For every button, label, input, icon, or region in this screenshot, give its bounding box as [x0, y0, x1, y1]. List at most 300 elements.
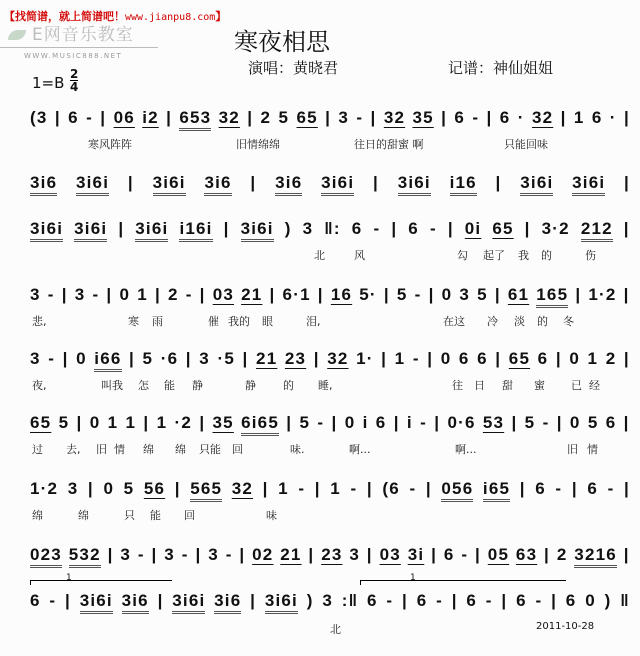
barline: | [76, 413, 83, 432]
lyric: 勾 [457, 249, 468, 262]
note-group: 1 [137, 285, 148, 304]
lyric: 回 [184, 509, 195, 522]
lyric: 情 [114, 443, 125, 456]
notation-line [30, 285, 630, 308]
barline: | [195, 545, 202, 564]
barline: | [571, 479, 578, 498]
barline: | [286, 413, 293, 432]
lyric: 悲, [32, 315, 47, 328]
note-group: 3i6 [30, 173, 57, 196]
banner-prefix: 【找简谱，就上简谱吧！ [4, 10, 125, 23]
note-group: 3 [302, 219, 314, 238]
lyric: 往日的甜蜜 啊 [354, 138, 424, 151]
note-group: 02 [252, 545, 274, 564]
note-group: ) [284, 219, 292, 238]
lyric: 只能 [199, 443, 221, 456]
note-group: 1·2 [588, 285, 617, 304]
logo-subtext: WWW.MUSIC888.NET [24, 52, 123, 60]
note-group: - [92, 285, 100, 304]
barline: | [372, 173, 379, 192]
barline: | [239, 545, 246, 564]
barline: | [560, 108, 567, 127]
note-group: - [607, 479, 615, 498]
barline: | [65, 591, 71, 610]
lyric: 的 [537, 315, 548, 328]
barline: | [151, 545, 158, 564]
note-group: 23 [284, 349, 307, 368]
notation-line [30, 545, 630, 568]
note-group: 3i6i [321, 173, 354, 196]
note-group: 0·6 [447, 413, 476, 432]
note-group: 3216 [574, 545, 617, 568]
barline: | [434, 413, 441, 432]
note-group: 3 [459, 285, 471, 304]
note-group: 1 [394, 349, 406, 368]
lyric: 过 [32, 443, 43, 456]
barline: | [106, 285, 113, 304]
barline: | [393, 413, 400, 432]
leaf-icon [8, 30, 26, 40]
note-group: 6 [499, 108, 511, 127]
note-group: 3 [208, 545, 219, 564]
barline: | [154, 285, 161, 304]
lyric: 啊... [455, 443, 477, 456]
note-group: 6 [408, 219, 419, 238]
note-group: 65 [30, 413, 52, 432]
note-group: 5 [587, 413, 599, 432]
lyric: 味 [266, 509, 277, 522]
note-group: - [429, 219, 437, 238]
note-group: 6 [375, 413, 387, 432]
lyric: 绵 [175, 443, 186, 456]
lyric: 北 [330, 623, 341, 636]
note-group: - [373, 219, 381, 238]
note-group: 3i6 [204, 173, 231, 196]
barline: | [62, 349, 69, 368]
lyric: 蜜 [534, 379, 545, 392]
note-group: 3i6i [80, 591, 113, 614]
note-group: 6 [516, 591, 527, 610]
singer-name: 黄晓君 [293, 59, 339, 77]
barline: | [242, 349, 249, 368]
barline: | [623, 479, 630, 498]
barline: | [199, 413, 206, 432]
volta-number: 1 [66, 573, 72, 583]
lyric: 只 [124, 509, 135, 522]
barline: | [269, 285, 276, 304]
note-group: · [517, 108, 525, 127]
note-group: 35 [412, 108, 434, 127]
barline: | [391, 219, 398, 238]
note-group: 32 [383, 108, 406, 127]
note-group: 5· [359, 285, 377, 304]
note-group: 0 [569, 349, 580, 368]
note-group: 165 [536, 285, 568, 308]
note-group: - [485, 591, 493, 610]
note-group: 3 [322, 591, 333, 610]
barline: | [366, 545, 373, 564]
note-group: 3 [30, 349, 41, 368]
note-group: 6 [458, 349, 470, 368]
lyric: 旧情绵绵 [236, 138, 280, 151]
lyric: 冬 [563, 315, 574, 328]
note-group: 2 [167, 285, 179, 304]
lyric: 绵 [143, 443, 154, 456]
note-group: 6i65 [241, 413, 279, 436]
note-group: 3 [164, 545, 175, 564]
note-group: - [47, 285, 55, 304]
note-group: - [356, 108, 364, 127]
note-group: - [350, 479, 358, 498]
lyric: 味. [290, 443, 305, 456]
note-group: 056 [441, 479, 473, 502]
note-group: 0i [464, 219, 482, 238]
logo-divider [0, 47, 158, 48]
lyric: 寒 [128, 315, 139, 328]
note-group: 03 [212, 285, 235, 304]
volta-bracket-1 [30, 573, 172, 583]
note-group: 5 [142, 349, 154, 368]
lyric: 我 [518, 249, 529, 262]
barline: | [331, 413, 338, 432]
note-group: 3i6i [153, 173, 186, 196]
note-group: 06 [113, 108, 135, 127]
note-group: 5 [396, 285, 408, 304]
barline: | [441, 108, 448, 127]
note-group: 32 [327, 349, 349, 368]
banner-suffix: 】 [215, 10, 227, 23]
barline: | [174, 479, 181, 498]
note-group: - [386, 591, 394, 610]
barline: | [107, 545, 114, 564]
note-group: 1·2 [30, 479, 59, 498]
lyric: 已 [571, 379, 582, 392]
song-title: 寒夜相思 [234, 28, 330, 56]
note-group: i [406, 413, 413, 432]
note-group: 565 [190, 479, 222, 502]
note-group: (3 [30, 108, 48, 127]
note-group: - [414, 285, 422, 304]
note-group: - [472, 108, 480, 127]
barline: | [250, 591, 257, 610]
lyric: 淡 [514, 315, 525, 328]
note-group: - [542, 413, 550, 432]
singer-label: 演唱： [248, 59, 294, 77]
barline: | [519, 479, 526, 498]
note-group: 0 [76, 349, 87, 368]
note-group: 23 [321, 545, 343, 564]
note-group: - [181, 545, 189, 564]
barline: | [475, 545, 481, 564]
note-group: 1 [125, 413, 137, 432]
note-group: - [49, 591, 57, 610]
lyric: 静 [192, 379, 203, 392]
note-group: 6 [30, 591, 41, 610]
lyric: 静 [245, 379, 256, 392]
note-group: 3 [67, 479, 79, 498]
barline: | [495, 173, 502, 192]
note-group: 32 [231, 479, 254, 498]
barline: | [166, 108, 173, 127]
lyric: 回 [232, 443, 243, 456]
note-group: 21 [280, 545, 302, 564]
lyric: 起了 [483, 249, 505, 262]
note-group: - [436, 591, 443, 610]
note-group: 53 [482, 413, 505, 432]
logo-text: E网音乐教室 [32, 25, 134, 45]
note-group: 0 [344, 413, 356, 432]
note-group: i [362, 413, 369, 432]
note-group: 3 [349, 545, 360, 564]
note-group: 3i6i [172, 591, 205, 614]
note-group: ·2 [174, 413, 193, 432]
barline: | [381, 349, 388, 368]
notation-line [30, 173, 630, 196]
note-group: ) [306, 591, 314, 610]
note-group: 6 [416, 591, 428, 610]
note-group: - [225, 545, 233, 564]
recorder-credit [448, 57, 553, 78]
barline: | [325, 108, 332, 127]
notation-line [30, 413, 630, 436]
note-group: 3i6i [76, 173, 109, 196]
barline: | [624, 173, 630, 192]
note-group: ·5 [217, 349, 236, 368]
barline: | [143, 413, 150, 432]
notation-line [30, 591, 630, 614]
note-group: 05 [487, 545, 510, 564]
note-group: 023 [30, 545, 62, 568]
barline: | [247, 108, 254, 127]
barline: | [223, 219, 230, 238]
barline: | [623, 413, 630, 432]
note-group: i65 [483, 479, 510, 502]
barline: | [623, 285, 630, 304]
note-group: i16i [179, 219, 212, 242]
note-group: 6 [68, 108, 79, 127]
note-group: i66 [94, 349, 121, 372]
note-group: 1 [573, 108, 585, 127]
key-signature: 1=B [32, 74, 65, 92]
note-group: - [298, 479, 306, 498]
lyric: 经 [589, 379, 600, 392]
barline: | [431, 545, 438, 564]
note-group: 65 [296, 108, 318, 127]
note-group: 6 [587, 479, 599, 498]
note-group: - [185, 285, 193, 304]
note-group: 65 [492, 219, 514, 238]
lyric: 夜, [32, 379, 47, 392]
note-group: 0 [119, 285, 131, 304]
barline: | [401, 591, 408, 610]
barline: | [314, 479, 321, 498]
barline: | [100, 108, 107, 127]
note-group: 653 [179, 108, 211, 131]
barline: | [495, 349, 502, 368]
barline: :‖ [341, 591, 359, 610]
barline: | [555, 349, 562, 368]
barline: | [366, 479, 373, 498]
note-group: - [535, 591, 543, 610]
note-group: 1· [356, 349, 374, 368]
notation-line [30, 219, 630, 242]
barline: | [317, 285, 324, 304]
note-group: 1 [156, 413, 168, 432]
lyric: 北 [314, 249, 325, 262]
barline: | [157, 591, 164, 610]
lyric: 在这 [443, 315, 465, 328]
note-group: 6 [535, 479, 546, 498]
note-group: 32 [218, 108, 240, 127]
barline: | [87, 479, 94, 498]
lyric: 绵 [32, 509, 43, 522]
barline: | [511, 413, 518, 432]
lyric: 旧 [567, 443, 578, 456]
note-group: 3i6 [275, 173, 302, 196]
note-group: 65 [508, 349, 531, 368]
note-group: - [48, 349, 56, 368]
barline: | [129, 349, 136, 368]
lyric: 往 [452, 379, 463, 392]
barline: | [383, 285, 390, 304]
note-group: - [420, 413, 427, 432]
site-logo [8, 20, 134, 45]
lyric: 睡, [318, 379, 333, 392]
lyric: 甜 [502, 379, 513, 392]
note-group: 1 [107, 413, 119, 432]
barline: | [308, 545, 315, 564]
note-group: 532 [69, 545, 101, 568]
lyric: 泪, [306, 315, 321, 328]
barline: | [623, 545, 630, 564]
barline: | [127, 173, 134, 192]
note-group: 0 [440, 349, 452, 368]
lyric: 怎 [138, 379, 149, 392]
note-group: - [317, 413, 325, 432]
note-group: - [86, 108, 93, 127]
note-group: 3i6 [122, 591, 149, 614]
note-group: - [137, 545, 145, 564]
note-group: 5 [58, 413, 70, 432]
note-group: 6 [591, 108, 603, 127]
barline: | [199, 285, 206, 304]
banner-url[interactable]: www.jianpu8.com [125, 12, 216, 23]
barline: | [262, 479, 269, 498]
barline: | [427, 349, 434, 368]
note-group: 5 [123, 479, 135, 498]
lyric: 情 [587, 443, 598, 456]
note-group: 3 [30, 285, 41, 304]
barline: | [551, 591, 558, 610]
note-group: 6 [605, 413, 617, 432]
note-group: 2 [556, 545, 568, 564]
barline: | [61, 285, 68, 304]
note-group: 3i6 [214, 591, 241, 614]
note-group: 2 [605, 349, 617, 368]
note-group: 5 [524, 413, 536, 432]
time-signature [70, 68, 78, 93]
note-group: 0 [585, 591, 596, 610]
note-group: 63 [515, 545, 538, 564]
barline: | [623, 219, 630, 238]
note-group: 6 [443, 545, 455, 564]
note-group: (6 [382, 479, 400, 498]
lyric: 绵 [78, 509, 89, 522]
note-group: 6 [565, 591, 577, 610]
note-group: 6 [454, 108, 466, 127]
barline: ‖: [324, 219, 341, 238]
note-group: 3i6i [74, 219, 107, 242]
note-group: 3i6i [572, 173, 605, 196]
note-group: 3i6i [30, 219, 63, 242]
note-group: 6 [477, 349, 488, 368]
barline: | [428, 285, 435, 304]
barline: | [556, 413, 563, 432]
lyric: 能 [164, 379, 175, 392]
note-group: 21 [241, 285, 263, 304]
volta-bracket-2 [360, 573, 566, 583]
notation-line [30, 108, 630, 131]
barline: | [494, 285, 501, 304]
barline: | [250, 173, 257, 192]
note-group: 6 [366, 591, 378, 610]
lyric: 日 [474, 379, 485, 392]
note-group: 61 [507, 285, 530, 304]
lyric: 只能回味 [504, 138, 548, 151]
note-group: 03 [379, 545, 401, 564]
barline: | [185, 349, 192, 368]
note-group: 56 [143, 479, 166, 498]
note-group: 3i6i [265, 591, 298, 614]
barline: | [486, 108, 493, 127]
note-group: 32 [531, 108, 554, 127]
note-group: 3 [199, 349, 210, 368]
note-group: 35 [212, 413, 234, 432]
singer-credit [248, 57, 338, 78]
lyric: 能 [150, 509, 161, 522]
barline: | [623, 108, 630, 127]
note-group: 6 [466, 591, 478, 610]
lyric: 冷 [487, 315, 498, 328]
note-group: - [409, 479, 417, 498]
notation-line [30, 479, 630, 502]
barline: | [313, 349, 320, 368]
barline: | [501, 591, 508, 610]
note-group: 5 [477, 285, 488, 304]
lyric: 的 [283, 379, 294, 392]
note-group: 3i6i [520, 173, 553, 196]
note-group: 3 [74, 285, 86, 304]
barline: | [524, 219, 531, 238]
barline: | [54, 108, 61, 127]
lyric: 雨 [152, 315, 163, 328]
barline: | [425, 479, 432, 498]
lyric: 的 [541, 249, 552, 262]
lyric: 眼 [262, 315, 273, 328]
lyric: 旧 [96, 443, 107, 456]
volta-number: 1 [410, 573, 416, 583]
note-group: 0 [103, 479, 115, 498]
note-group: 21 [256, 349, 278, 368]
lyric: 叫我 [101, 379, 123, 392]
note-group: 2 [260, 108, 272, 127]
note-group: 3i6i [241, 219, 274, 242]
lyric: 我的 [228, 315, 250, 328]
lyric: 寒风阵阵 [88, 138, 132, 151]
barline: | [544, 545, 551, 564]
note-group: 0 [569, 413, 581, 432]
note-group: 212 [581, 219, 613, 242]
